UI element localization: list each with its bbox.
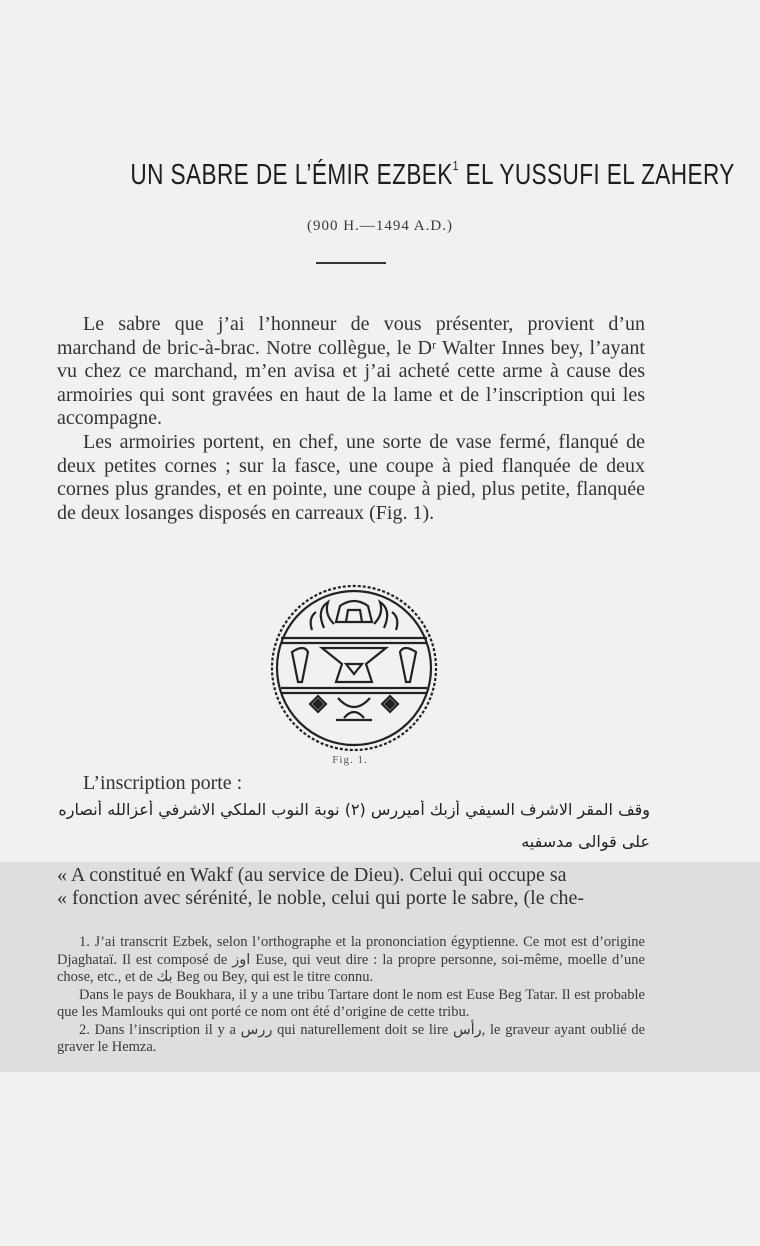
arabic-inscription-line: على قوالى مدسفيه [521,832,650,851]
translation-line: « fonction avec sérénité, le noble, celui qui porte le sabre, (le che- [57,887,584,909]
translation-line: « A constitué en Wakf (au service de Dieu). Celui qui occupe sa [57,864,567,886]
footnote-ref-1: 1 [452,158,459,173]
footnotes [57,934,645,1057]
paragraph: Le sabre que j’ai l’honneur de vous présenter, provient d’un marchand de bric-à-brac. Notre collègue, le Dʳ Walter Innes bey, l’ayant vu chez ce marchand, m’en avisa et j’ai acheté cette arme à cause des armoiries qui sont gravées en haut de la lame et de l’inscription qui les accompagne. [57,313,645,430]
footnote: 2. Dans l’inscription il y a ررس qui naturellement doit se lire رأس, le graveur ayant oublié de graver le Hemza. [57,1021,645,1055]
translation-text [57,864,645,910]
footnote: 1. J’ai transcrit Ezbek, selon l’orthographe et la prononciation égyptienne. Ce mot est d’origine Djaghataï. Il est composé de اوز Euse, qui veut dire : la propre personne, soi-même, moelle d’une chose, etc., et de بك Beg ou Bey, qui est le titre connu. [57,934,645,985]
footnote: Dans le pays de Boukhara, il y a une tribu Tartare dont le nom est Euse Beg Tatar. Il est probable que les Mamlouks qui ont porté ce nom ont été d’origine de cette tribu. [57,986,645,1020]
body-text [57,313,645,525]
coat-of-arms-figure [264,582,444,754]
arabic-inscription-line: وقف المقر الاشرف السيفي أزبك أميررس (٢) نوبة النوب الملكي الاشرفي أعزالله أنصاره [58,800,650,819]
inscription-intro: L’inscription porte : [83,772,243,794]
page-title: UN SABRE DE L’ÉMIR EZBEK$^1$ EL YUSSUFI EL ZAHERY [130,158,735,191]
figure-caption: Fig. 1. [332,754,368,766]
paragraph: Les armoiries portent, en chef, une sorte de vase fermé, flanqué de deux petites cornes ; sur la fasce, une coupe à pied flanquée de deux cornes plus grandes, et en pointe, une coupe à pied, plus petite, flanquée de deux losanges disposés en carreaux (Fig. 1). [57,430,645,524]
title-divider [316,262,386,264]
date-subtitle: (900 H.—1494 A.D.) [307,218,453,234]
